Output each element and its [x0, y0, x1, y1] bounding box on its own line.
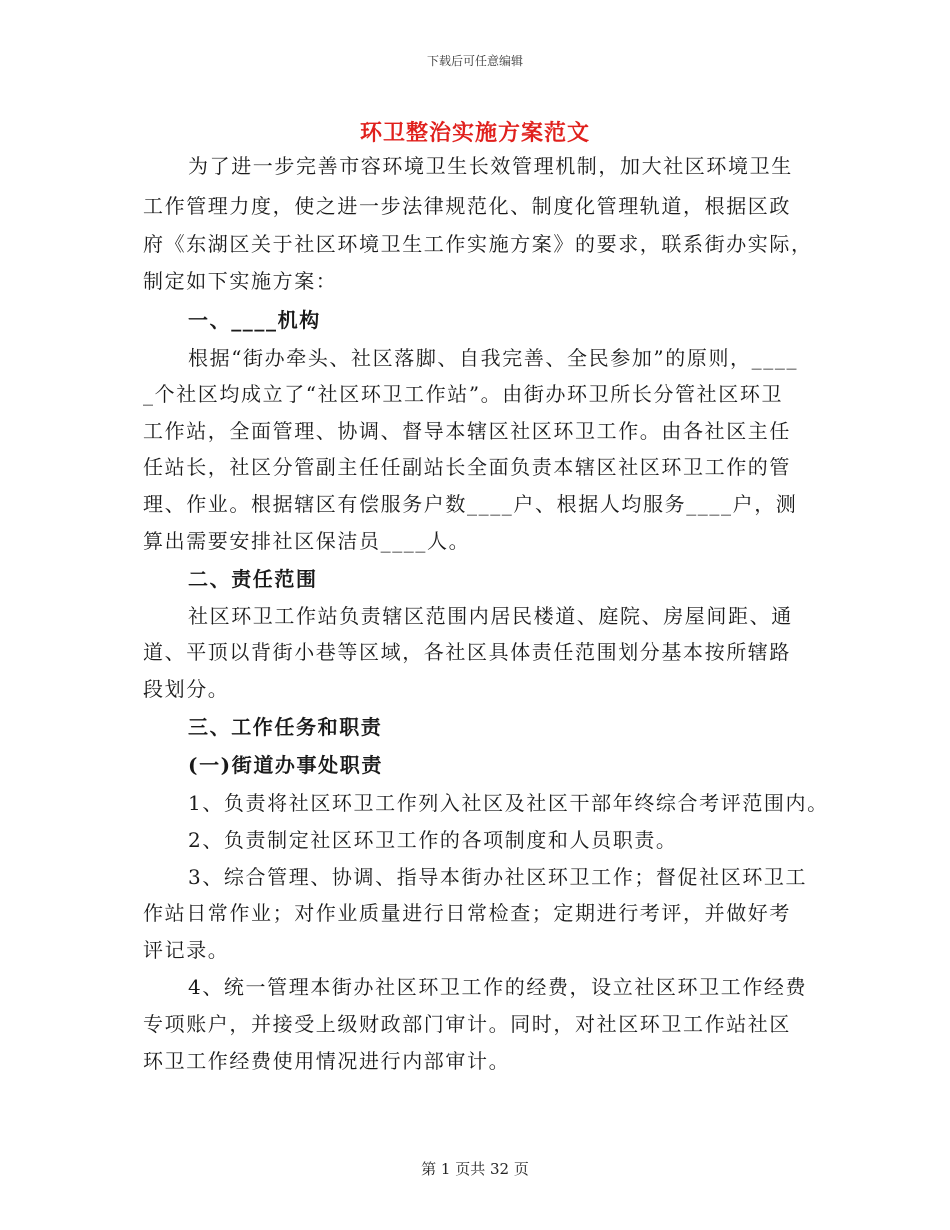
- body-line: _个社区均成立了“社区环卫工作站”。由街办环卫所长分管社区环卫: [143, 382, 784, 406]
- body-line: 任站长，社区分管副主任任副站长全面负责本辖区社区环卫工作的管: [143, 455, 791, 479]
- body-line: 工作站，全面管理、协调、督导本辖区社区环卫工作。由各社区主任: [143, 419, 791, 443]
- section-heading-2: 二、责任范围: [188, 567, 318, 591]
- body-line: 社区环卫工作站负责辖区范围内居民楼道、庭院、房屋间距、通: [188, 604, 793, 628]
- body-line: 根据“街办牵头、社区落脚、自我完善、全民参加”的原则，____: [188, 346, 799, 370]
- list-item: 3、综合管理、协调、指导本街办社区环卫工作；督促社区环卫工: [188, 865, 808, 889]
- list-item: 1、负责将社区环卫工作列入社区及社区干部年终综合考评范围内。: [188, 791, 829, 815]
- list-item: 2、负责制定社区环卫工作的各项制度和人员职责。: [188, 828, 678, 852]
- body-line: 为了进一步完善市容环境卫生长效管理机制，加大社区环境卫生: [188, 154, 793, 178]
- body-line: 工作管理力度，使之进一步法律规范化、制度化管理轨道，根据区政: [143, 194, 791, 218]
- subsection-heading: (一)街道办事处职责: [188, 753, 383, 777]
- page-footer: 第 1 页共 32 页: [421, 1160, 529, 1178]
- body-line: 评记录。: [143, 938, 230, 962]
- header-note: 下载后可任意编辑: [426, 54, 523, 68]
- body-line: 环卫工作经费使用情况进行内部审计。: [143, 1049, 511, 1073]
- body-line: 算出需要安排社区保洁员____人。: [143, 529, 471, 553]
- list-item: 4、统一管理本街办社区环卫工作的经费，设立社区环卫工作经费: [188, 975, 808, 999]
- body-line: 段划分。: [143, 677, 230, 701]
- body-line: 作站日常作业；对作业质量进行日常检查；定期进行考评，并做好考: [143, 901, 791, 925]
- section-heading-3: 三、工作任务和职责: [188, 715, 383, 739]
- body-line: 专项账户，并接受上级财政部门审计。同时，对社区环卫工作站社区: [143, 1012, 791, 1036]
- document-title: 环卫整治实施方案范文: [359, 120, 590, 146]
- body-line: 理、作业。根据辖区有偿服务户数____户、根据人均服务____户，测: [143, 492, 798, 516]
- section-heading-1: 一、____机构: [188, 308, 321, 332]
- body-line: 制定如下实施方案：: [143, 269, 338, 293]
- body-line: 道、平顶以背街小巷等区域，各社区具体责任范围划分基本按所辖路: [143, 640, 791, 664]
- body-line: 府《东湖区关于社区环境卫生工作实施方案》的要求，联系街办实际，: [143, 232, 813, 256]
